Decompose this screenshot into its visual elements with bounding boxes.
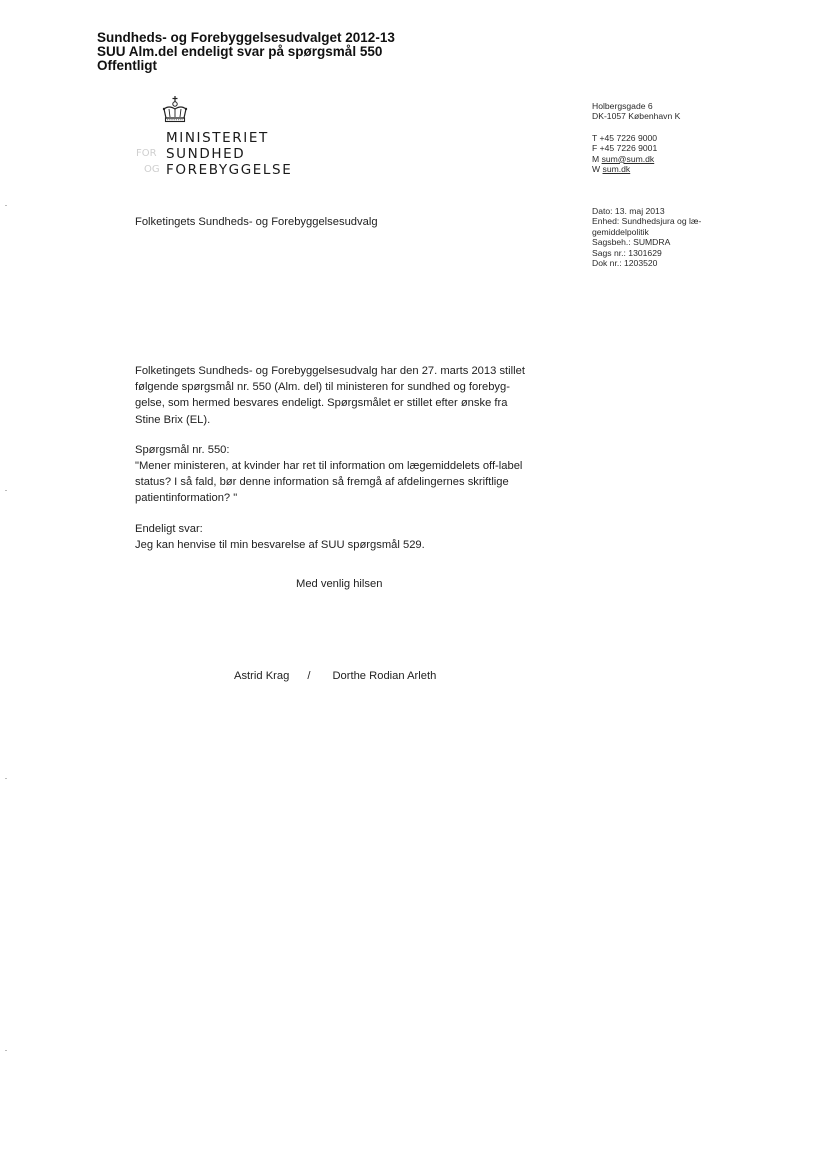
question-label: Spørgsmål nr. 550: (135, 443, 230, 456)
scan-mark (5, 490, 7, 491)
contact-web-row (592, 164, 680, 174)
contact-web-prefix: W (592, 164, 601, 175)
contact-mail-row (592, 154, 680, 164)
letter-body (135, 363, 565, 553)
intro-line: gelse, som hermed besvares endeligt. Spørgsmålet er stillet efter ønske fra (135, 397, 508, 410)
header-committee: Sundheds- og Forebyggelsesudvalget 2012-13 (97, 30, 395, 45)
signature-separator: / (307, 670, 311, 682)
logo-prefix-for: FOR (136, 148, 157, 159)
contact-city: DK-1057 København K (592, 111, 681, 122)
contact-fax: F +45 7226 9001 (592, 143, 658, 154)
intro-line: Folketingets Sundheds- og Forebyggelsesudvalg har den 27. marts 2013 stillet (135, 365, 525, 377)
scan-mark (5, 1050, 7, 1051)
closing-greeting: Med venlig hilsen (296, 578, 383, 590)
answer-text: Jeg kan henvise til min besvarelse af SUU spørgsmål 529. (135, 538, 425, 551)
meta-case-officer: Sagsbeh.: SUMDRA (592, 237, 671, 248)
signatory-official: Dorthe Rodian Arleth (332, 670, 437, 682)
question-line: status? I så fald, bør denne information så fremgå af afdelingernes skriftlige (135, 476, 509, 489)
scan-mark (5, 205, 7, 206)
logo-line-sundhed: SUNDHED (166, 146, 246, 162)
intro-line: følgende spørgsmål nr. 550 (Alm. del) til ministeren for sundhed og forebyg- (135, 381, 510, 394)
signature (234, 670, 436, 682)
meta-case-number: Sags nr.: 1301629 (592, 247, 662, 258)
meta-date: Dato: 13. maj 2013 (592, 206, 665, 216)
meta-document-number: Dok nr.: 1203520 (592, 258, 658, 269)
logo-line-forebyggelse: FOREBYGGELSE (166, 162, 293, 178)
crown-icon (161, 96, 189, 126)
question-line: "Mener ministeren, at kvinder har ret til information om lægemiddelets off-label (135, 460, 523, 473)
logo-prefix-og: OG (144, 164, 160, 175)
answer-label: Endeligt svar: (135, 522, 203, 535)
meta-unit-line1: Enhed: Sundhedsjura og læ- (592, 216, 702, 227)
contact-web-link[interactable]: sum.dk (602, 164, 631, 175)
logo-wordmark (166, 130, 292, 178)
contact-block (592, 101, 680, 174)
contact-mail-prefix: M (592, 153, 600, 164)
contact-mail-link[interactable]: sum@sum.dk (601, 153, 655, 164)
contact-street: Holbergsgade 6 (592, 101, 653, 111)
intro-line: Stine Brix (EL). (135, 413, 211, 426)
recipient: Folketingets Sundheds- og Forebyggelsesudvalg (135, 216, 378, 228)
question-line: patientinformation? " (135, 492, 238, 505)
logo-line-ministeriet: MINISTERIET (166, 130, 269, 146)
header-reference: SUU Alm.del endeligt svar på spørgsmål 550 (97, 44, 383, 59)
scan-mark (5, 778, 7, 779)
header-classification: Offentligt (97, 58, 157, 73)
document-header (97, 31, 395, 73)
case-metadata (592, 206, 701, 268)
contact-phone: T +45 7226 9000 (592, 132, 658, 143)
signatory-minister: Astrid Krag (234, 670, 290, 682)
meta-unit-line2: gemiddelpolitik (592, 226, 649, 237)
